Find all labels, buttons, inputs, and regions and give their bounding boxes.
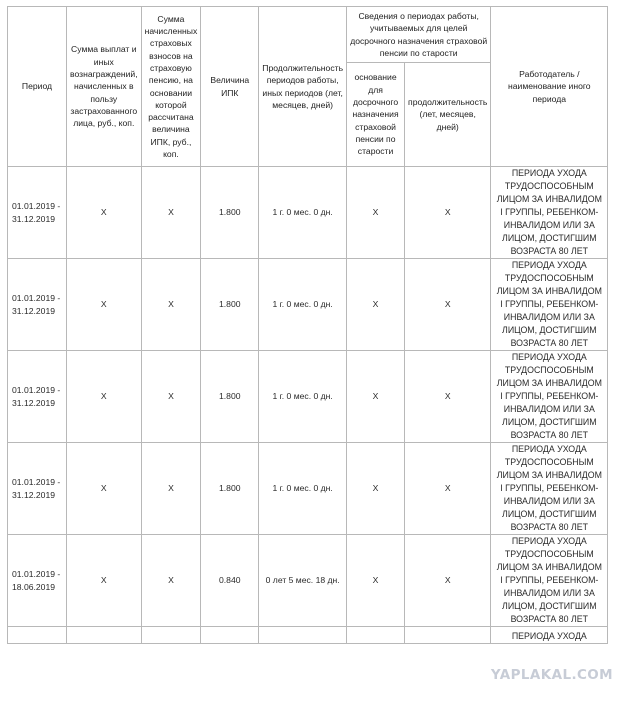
duration-cell: 0 лет 5 мес. 18 дн. — [259, 535, 347, 627]
contributions-cell: X — [141, 535, 201, 627]
employer-cell: ПЕРИОДА УХОДА ТРУДОСПОСОБНЫМ ЛИЦОМ ЗА ИНВАЛИДОМ I ГРУППЫ, РЕБЕНКОМ-ИНВАЛИДОМ ИЛИ ЗА ЛИЦОМ, ДОСТИГШИМ ВОЗРАСТА 80 ЛЕТ — [491, 167, 608, 259]
period-cell: 01.01.2019 - 31.12.2019 — [8, 443, 67, 535]
payments-cell: X — [67, 443, 142, 535]
contributions-cell: X — [141, 443, 201, 535]
header-duration: Продолжительность периодов работы, иных периодов (лет, месяцев, дней) — [259, 7, 347, 167]
ipk-cell: 1.800 — [201, 259, 259, 351]
contributions-cell — [141, 627, 201, 644]
period-cell: 01.01.2019 - 31.12.2019 — [8, 351, 67, 443]
table-row — [8, 351, 608, 443]
early-duration-cell — [405, 627, 491, 644]
payments-cell: X — [67, 351, 142, 443]
ipk-cell — [201, 627, 259, 644]
early-basis-cell: X — [347, 167, 405, 259]
early-basis-cell — [347, 627, 405, 644]
header-early-duration: продолжительность (лет, месяцев, дней) — [405, 63, 491, 167]
header-early-basis: основание для досрочного назначения страховой пенсии по старости — [347, 63, 405, 167]
payments-cell: X — [67, 259, 142, 351]
early-basis-cell: X — [347, 443, 405, 535]
contributions-cell: X — [141, 167, 201, 259]
payments-cell: X — [67, 167, 142, 259]
period-cell: 01.01.2019 - 31.12.2019 — [8, 259, 67, 351]
duration-cell: 1 г. 0 мес. 0 дн. — [259, 351, 347, 443]
table-row — [8, 535, 608, 627]
employer-cell: ПЕРИОДА УХОДА ТРУДОСПОСОБНЫМ ЛИЦОМ ЗА ИНВАЛИДОМ I ГРУППЫ, РЕБЕНКОМ-ИНВАЛИДОМ ИЛИ ЗА ЛИЦОМ, ДОСТИГШИМ ВОЗРАСТА 80 ЛЕТ — [491, 443, 608, 535]
duration-cell — [259, 627, 347, 644]
early-basis-cell: X — [347, 351, 405, 443]
header-payments: Сумма выплат и иных вознаграждений, начисленных в пользу застрахованного лица, руб., коп. — [67, 7, 142, 167]
duration-cell: 1 г. 0 мес. 0 дн. — [259, 259, 347, 351]
header-early-group: Сведения о периодах работы, учитываемых для целей досрочного назначения страховой пенсии по старости — [347, 7, 491, 63]
table-row — [8, 259, 608, 351]
pension-periods-table — [7, 6, 608, 644]
ipk-cell: 1.800 — [201, 443, 259, 535]
ipk-cell: 1.800 — [201, 167, 259, 259]
header-ipk: Величина ИПК — [201, 7, 259, 167]
ipk-cell: 0.840 — [201, 535, 259, 627]
early-duration-cell: X — [405, 443, 491, 535]
employer-cell: ПЕРИОДА УХОДА ТРУДОСПОСОБНЫМ ЛИЦОМ ЗА ИНВАЛИДОМ I ГРУППЫ, РЕБЕНКОМ-ИНВАЛИДОМ ИЛИ ЗА ЛИЦОМ, ДОСТИГШИМ ВОЗРАСТА 80 ЛЕТ — [491, 535, 608, 627]
early-duration-cell: X — [405, 259, 491, 351]
duration-cell: 1 г. 0 мес. 0 дн. — [259, 443, 347, 535]
early-duration-cell: X — [405, 351, 491, 443]
early-basis-cell: X — [347, 535, 405, 627]
period-cell — [8, 627, 67, 644]
early-duration-cell: X — [405, 167, 491, 259]
header-contributions: Сумма начисленных страховых взносов на страховую пенсию, на основании которой рассчитана величина ИПК, руб., коп. — [141, 7, 201, 167]
header-period: Период — [8, 7, 67, 167]
employer-cell: ПЕРИОДА УХОДА ТРУДОСПОСОБНЫМ ЛИЦОМ ЗА ИНВАЛИДОМ I ГРУППЫ, РЕБЕНКОМ-ИНВАЛИДОМ ИЛИ ЗА ЛИЦОМ, ДОСТИГШИМ ВОЗРАСТА 80 ЛЕТ — [491, 259, 608, 351]
site-watermark: YAPLAKAL.COM — [490, 667, 613, 683]
contributions-cell: X — [141, 259, 201, 351]
employer-cell: ПЕРИОДА УХОДА — [491, 627, 608, 644]
employer-cell: ПЕРИОДА УХОДА ТРУДОСПОСОБНЫМ ЛИЦОМ ЗА ИНВАЛИДОМ I ГРУППЫ, РЕБЕНКОМ-ИНВАЛИДОМ ИЛИ ЗА ЛИЦОМ, ДОСТИГШИМ ВОЗРАСТА 80 ЛЕТ — [491, 351, 608, 443]
early-duration-cell: X — [405, 535, 491, 627]
early-basis-cell: X — [347, 259, 405, 351]
period-cell: 01.01.2019 - 31.12.2019 — [8, 167, 67, 259]
table-row — [8, 443, 608, 535]
payments-cell — [67, 627, 142, 644]
ipk-cell: 1.800 — [201, 351, 259, 443]
payments-cell: X — [67, 535, 142, 627]
table-row — [8, 167, 608, 259]
table-row-partial — [8, 627, 608, 644]
duration-cell: 1 г. 0 мес. 0 дн. — [259, 167, 347, 259]
period-cell: 01.01.2019 - 18.06.2019 — [8, 535, 67, 627]
header-employer: Работодатель / наименование иного периода — [491, 7, 608, 167]
contributions-cell: X — [141, 351, 201, 443]
